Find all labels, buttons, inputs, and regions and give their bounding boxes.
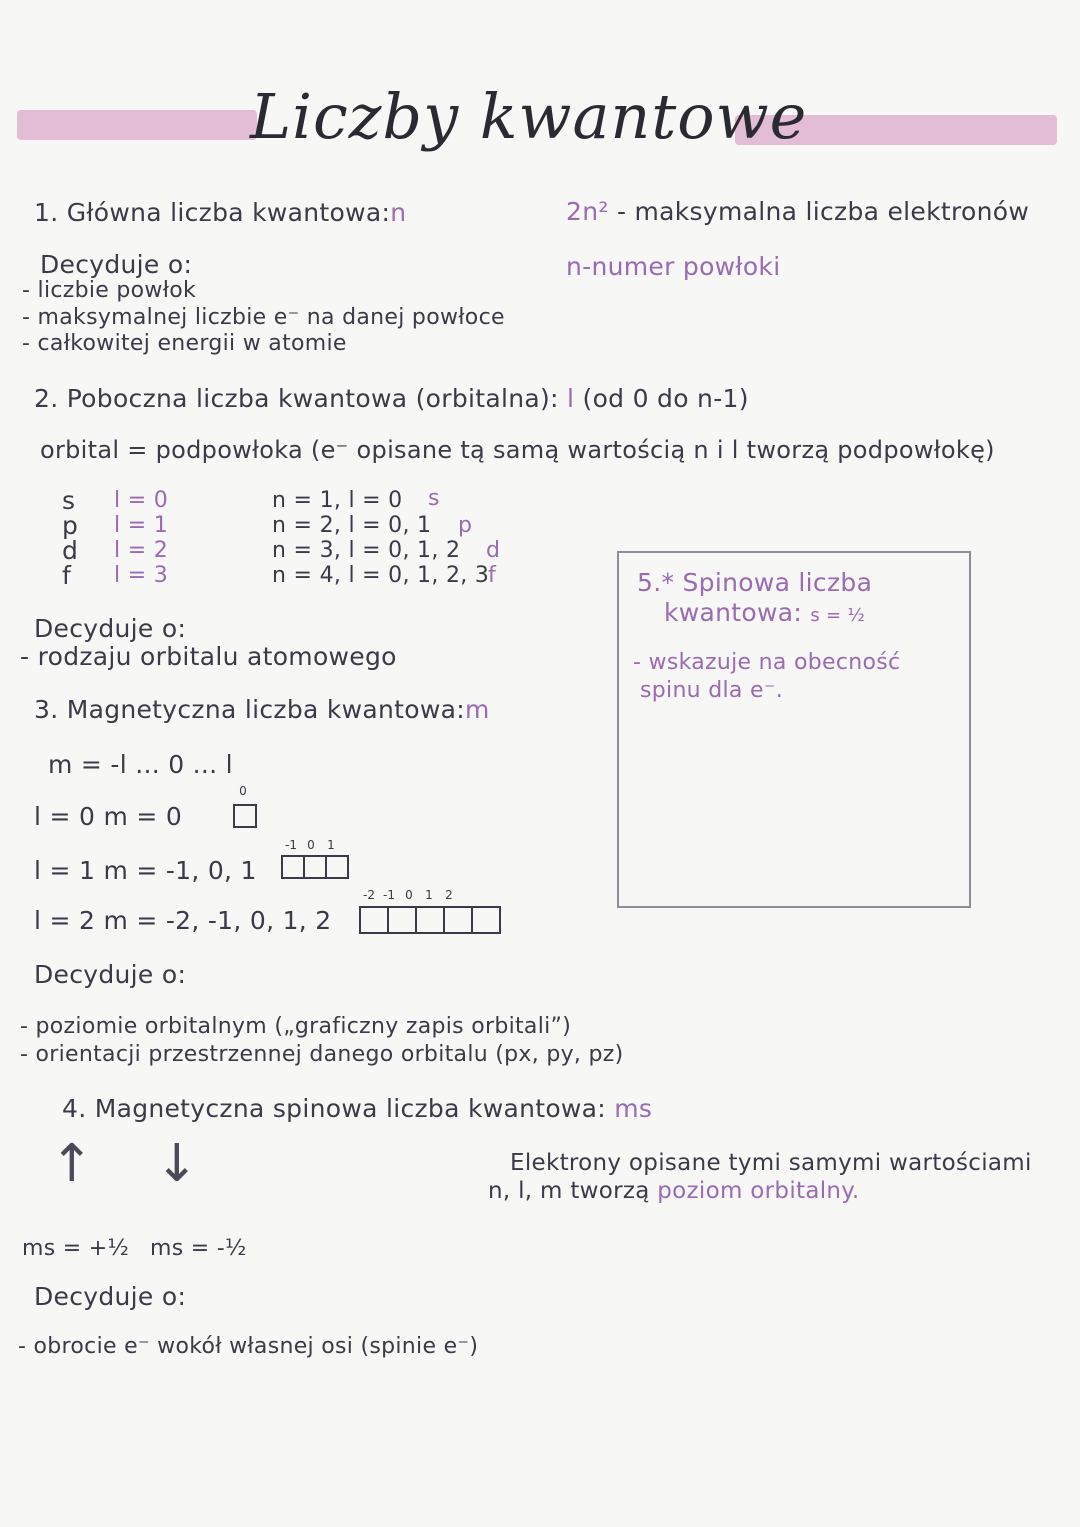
box-label: -1 (285, 838, 297, 852)
s2-letter-p: p (62, 511, 79, 540)
s2-row-letter-p: p (458, 513, 473, 538)
s4-note-2-line (488, 1178, 860, 1204)
s1-formula-line (566, 197, 1029, 226)
spin-up-arrow-icon: ↑ (50, 1134, 94, 1194)
s1-n-def: n-numer powłoki (566, 252, 781, 281)
s2-row-letter-s: s (428, 486, 440, 511)
s2-n-row-1: n = 1, l = 0 (272, 488, 403, 513)
s2-letter-f: f (62, 561, 72, 590)
s1-heading-line (34, 198, 406, 227)
s5-heading-1: 5.* Spinowa liczba (637, 568, 873, 597)
box-label: -1 (383, 888, 395, 902)
orbital-box (303, 855, 327, 879)
box-label: 1 (327, 838, 335, 852)
s1-formula: 2n² (566, 197, 609, 226)
box-label: 0 (239, 784, 247, 798)
box-label: 0 (307, 838, 315, 852)
s3-box-labels-0 (233, 784, 253, 798)
s4-decides: Decyduje o: (34, 1282, 187, 1311)
s2-l-1: l = 1 (114, 513, 169, 538)
s3-range: m = -l ... 0 ... l (48, 750, 233, 779)
s4-heading: 4. Magnetyczna spinowa liczba kwantowa: (62, 1094, 607, 1123)
s2-letter-d: d (62, 536, 79, 565)
s3-item-1: - poziomie orbitalnym („graficzny zapis orbitali”) (20, 1014, 572, 1039)
s3-item-2: - orientacji przestrzennej danego orbitalu (px, py, pz) (20, 1042, 624, 1067)
s4-note-highlight: poziom orbitalny. (657, 1178, 860, 1204)
s2-orbital-def: orbital = podpowłoka (e⁻ opisane tą samą wartością n i l tworzą podpowłokę) (40, 436, 995, 464)
s2-l-0: l = 0 (114, 488, 169, 513)
s5-item-1: - wskazuje na obecność (633, 650, 901, 675)
s4-ms-plus: ms = +½ (22, 1236, 130, 1261)
orbital-box (415, 906, 445, 934)
box-label: 2 (445, 888, 453, 902)
box-label: -2 (363, 888, 375, 902)
s2-l-2: l = 2 (114, 538, 169, 563)
box-label: 1 (425, 888, 433, 902)
spin-down-arrow-icon: ↓ (155, 1134, 199, 1194)
s3-boxes-l1 (283, 855, 349, 879)
page-title: Liczby kwantowe (250, 80, 808, 153)
s3-heading-line (34, 695, 490, 724)
s3-symbol: m (464, 695, 490, 724)
orbital-box (325, 855, 349, 879)
s2-n-row-2: n = 2, l = 0, 1 (272, 513, 432, 538)
s2-n-row-3: n = 3, l = 0, 1, 2 (272, 538, 461, 563)
s2-range: (od 0 do n-1) (582, 384, 749, 413)
s2-heading-line (34, 384, 749, 413)
orbital-box (471, 906, 501, 934)
s2-item: - rodzaju orbitalu atomowego (20, 642, 397, 671)
s2-row-letter-d: d (486, 538, 501, 563)
s1-symbol: n (390, 198, 407, 227)
s4-heading-line (62, 1094, 652, 1123)
s4-symbol: ms (614, 1094, 653, 1123)
box-label: 0 (405, 888, 413, 902)
s3-row-0: l = 0 m = 0 (34, 802, 183, 831)
s1-item-1: - liczbie powłok (22, 278, 197, 303)
orbital-box (359, 906, 389, 934)
s1-formula-text: - maksymalna liczba elektronów (616, 197, 1030, 226)
orbital-box (387, 906, 417, 934)
s2-symbol: l (567, 384, 575, 413)
orbital-box (281, 855, 305, 879)
s3-decides: Decyduje o: (34, 960, 187, 989)
s5-formula: s = ½ (810, 605, 866, 626)
s2-row-letter-f: f (488, 563, 497, 588)
title-band-left (17, 110, 257, 140)
s5-heading-line-2 (664, 598, 865, 627)
s5-item-2: spinu dla e⁻. (640, 678, 784, 703)
s4-item: - obrocie e⁻ wokół własnej osi (spinie e⁻) (18, 1334, 479, 1359)
s3-boxes-l0 (235, 804, 257, 828)
s4-ms-minus: ms = -½ (150, 1236, 247, 1261)
orbital-box (443, 906, 473, 934)
s2-heading: 2. Poboczna liczba kwantowa (orbitalna): (34, 384, 559, 413)
s3-box-labels-2 (359, 888, 459, 902)
s3-box-labels-1 (281, 838, 341, 852)
s3-heading: 3. Magnetyczna liczba kwantowa: (34, 695, 465, 724)
s5-heading-2: kwantowa: (664, 598, 803, 627)
s1-item-3: - całkowitej energii w atomie (22, 331, 347, 356)
s2-decides: Decyduje o: (34, 614, 187, 643)
s2-n-row-4: n = 4, l = 0, 1, 2, 3 (272, 563, 490, 588)
s4-note-2: n, l, m tworzą (488, 1178, 650, 1204)
s2-letter-s: s (62, 486, 76, 515)
s3-boxes-l2 (361, 906, 501, 934)
s2-l-3: l = 3 (114, 563, 169, 588)
s4-note-1: Elektrony opisane tymi samymi wartościami (510, 1150, 1032, 1176)
s3-row-2: l = 2 m = -2, -1, 0, 1, 2 (34, 906, 332, 935)
s1-item-2: - maksymalnej liczbie e⁻ na danej powłoce (22, 305, 505, 330)
s1-heading: 1. Główna liczba kwantowa: (34, 198, 391, 227)
orbital-box (233, 804, 257, 828)
s3-row-1: l = 1 m = -1, 0, 1 (34, 856, 257, 885)
s1-decides: Decyduje o: (40, 250, 193, 279)
